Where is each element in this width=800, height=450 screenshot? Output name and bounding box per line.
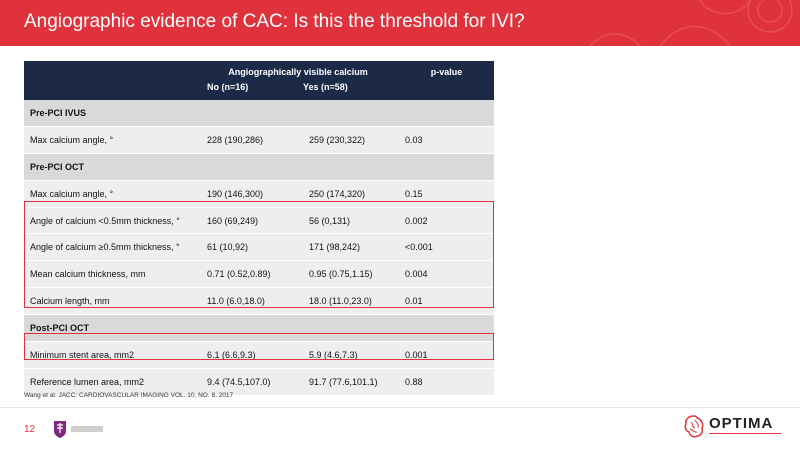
no-value: 160 (69,249) bbox=[201, 207, 303, 234]
no-value: 9.4 (74.5,107.0) bbox=[201, 368, 303, 395]
brain-icon bbox=[683, 414, 705, 440]
p-value: 0.01 bbox=[399, 288, 494, 315]
p-value: 0.002 bbox=[399, 207, 494, 234]
university-logo-icon bbox=[52, 418, 108, 440]
p-value: <0.001 bbox=[399, 234, 494, 261]
row-label: Calcium length, mm bbox=[24, 288, 201, 315]
row-label: Max calcium angle, ° bbox=[24, 180, 201, 207]
highlight-box-stent bbox=[24, 333, 494, 360]
col-yes-header: Yes (n=58) bbox=[303, 82, 348, 92]
row-label: Angle of calcium ≥0.5mm thickness, ° bbox=[24, 234, 201, 261]
yes-value: 5.9 (4.6,7.3) bbox=[303, 342, 399, 369]
section-label: Pre-PCI IVUS bbox=[24, 100, 494, 126]
no-value: 190 (146,300) bbox=[201, 180, 303, 207]
title-bar bbox=[0, 0, 800, 46]
header-blank-cell bbox=[24, 61, 201, 100]
yes-value: 259 (230,322) bbox=[303, 126, 399, 153]
section-label: Pre-PCI OCT bbox=[24, 153, 494, 180]
no-value: 228 (190,286) bbox=[201, 126, 303, 153]
row-label: Angle of calcium <0.5mm thickness, ° bbox=[24, 207, 201, 234]
row-label: Mean calcium thickness, mm bbox=[24, 261, 201, 288]
col-p-header: p-value bbox=[399, 61, 494, 100]
yes-value: 91.7 (77.6,101.1) bbox=[303, 368, 399, 395]
row-label: Max calcium angle, ° bbox=[24, 126, 201, 153]
table-header-row bbox=[24, 61, 494, 100]
yes-value: 0.95 (0.75,1.15) bbox=[303, 261, 399, 288]
footer-divider bbox=[0, 407, 800, 408]
no-value: 61 (10,92) bbox=[201, 234, 303, 261]
row-label: Minimum stent area, mm2 bbox=[24, 342, 201, 369]
slide-title: Angiographic evidence of CAC: Is this the threshold for IVI? bbox=[24, 11, 525, 32]
citation: Wang et al. JACC: CARDIOVASCULAR IMAGING VOL. 10, NO. 8, 2017 bbox=[24, 392, 234, 399]
yes-value: 18.0 (11.0,23.0) bbox=[303, 288, 399, 315]
highlight-box-oct bbox=[24, 201, 494, 308]
section-row bbox=[24, 100, 494, 126]
no-value: 11.0 (6.0,18.0) bbox=[201, 288, 303, 315]
decorative-pattern-icon bbox=[440, 0, 800, 46]
optima-logo-text: OPTIMA bbox=[709, 415, 774, 432]
table-row bbox=[24, 126, 494, 153]
no-value: 0.71 (0.52,0.89) bbox=[201, 261, 303, 288]
section-row bbox=[24, 153, 494, 180]
yes-value: 56 (0,131) bbox=[303, 207, 399, 234]
header-group-cell bbox=[201, 61, 399, 100]
group-header: Angiographically visible calcium bbox=[228, 67, 368, 77]
optima-logo bbox=[683, 412, 783, 442]
page-number: 12 bbox=[24, 424, 36, 435]
optima-underline bbox=[709, 433, 781, 438]
yes-value: 250 (174,320) bbox=[303, 180, 399, 207]
section-label: Post-PCI OCT bbox=[24, 315, 494, 342]
col-no-header: No (n=16) bbox=[207, 82, 249, 92]
no-value: 6.1 (6.6,9.3) bbox=[201, 342, 303, 369]
p-value: 0.15 bbox=[399, 180, 494, 207]
p-value: 0.001 bbox=[399, 342, 494, 369]
yes-value: 171 (98,242) bbox=[303, 234, 399, 261]
p-value: 0.004 bbox=[399, 261, 494, 288]
p-value: 0.88 bbox=[399, 368, 494, 395]
p-value: 0.03 bbox=[399, 126, 494, 153]
row-label: Reference lumen area, mm2 bbox=[24, 368, 201, 395]
